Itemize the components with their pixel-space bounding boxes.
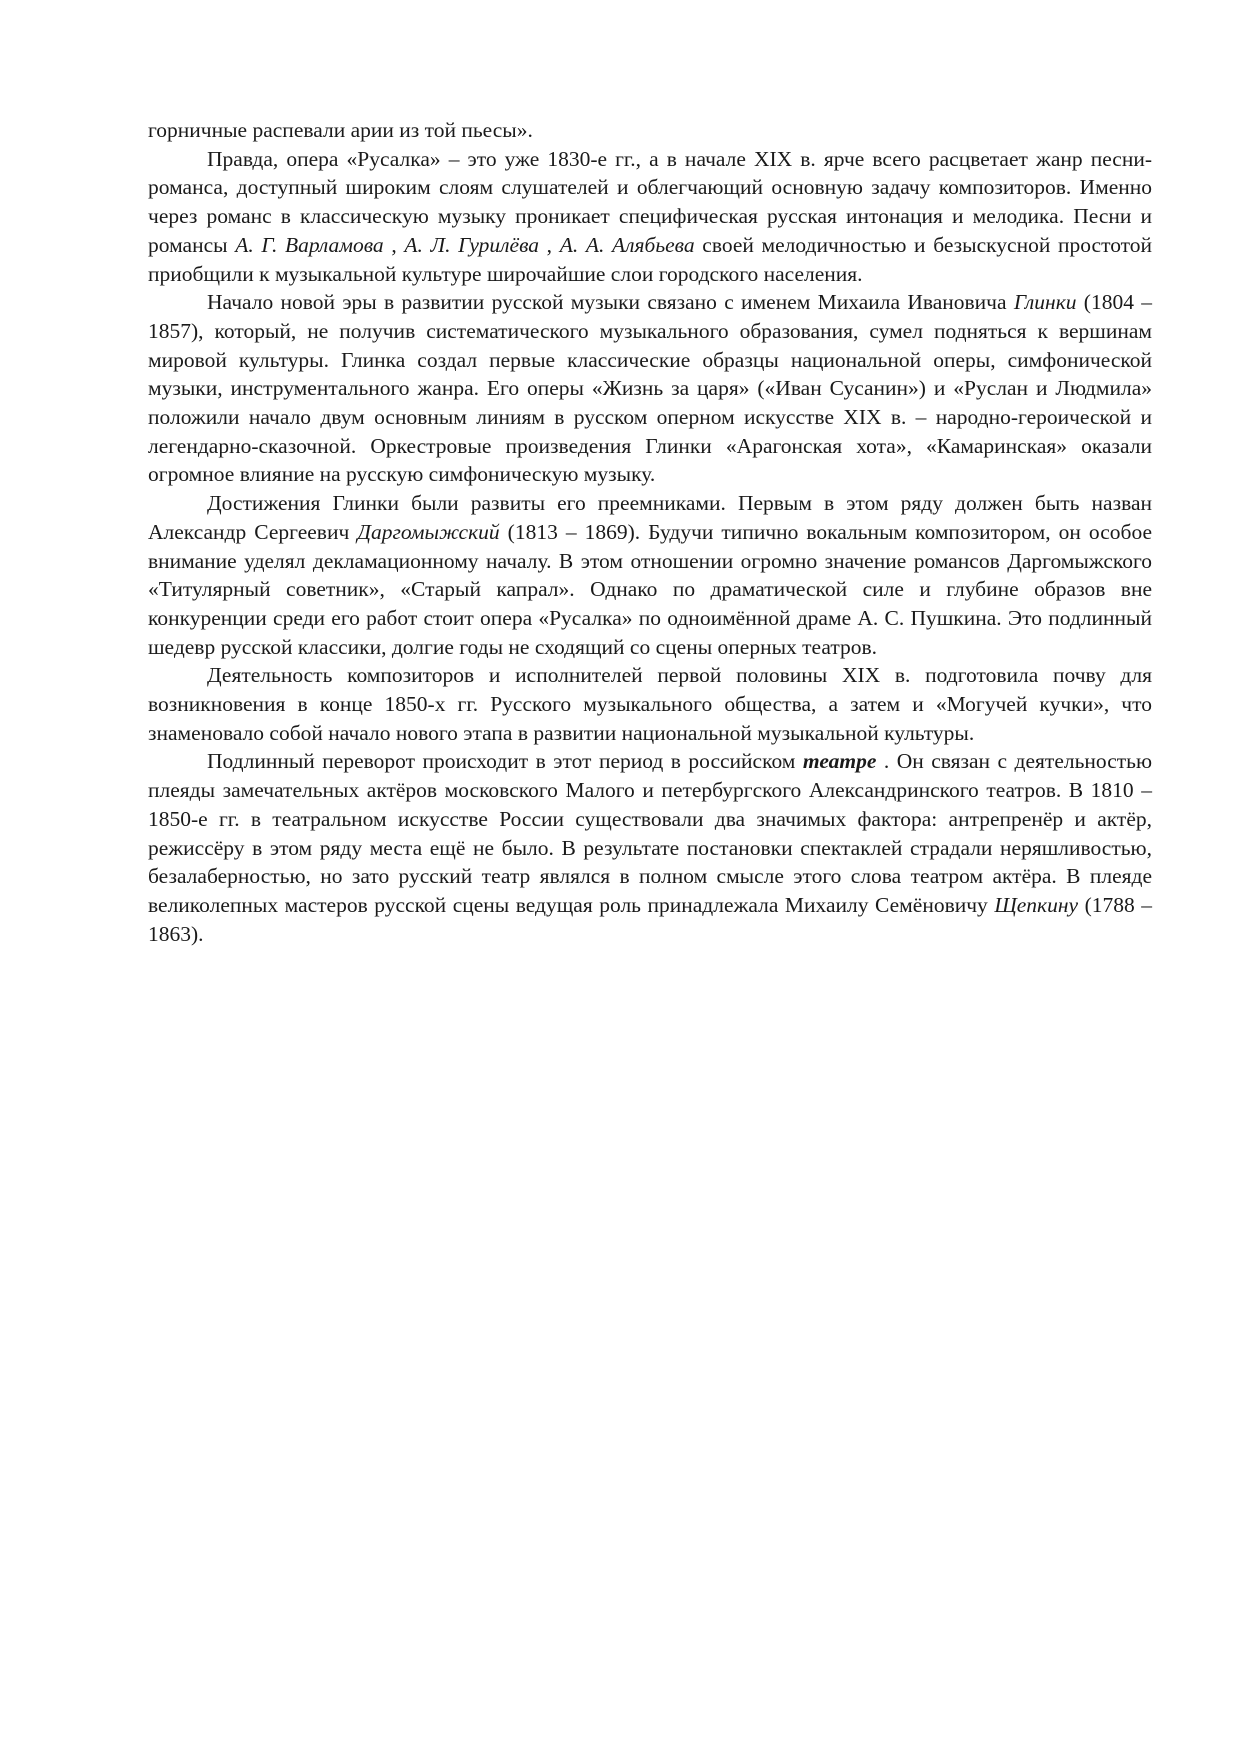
- composer-name-glinka: Глинки: [1013, 290, 1077, 315]
- paragraph-romance-genre: [148, 145, 1152, 289]
- text-segment: ,: [383, 232, 405, 257]
- text-segment: Правда, опера «Русалка» – это уже 1830-е гг., а в начале XIX в. ярче всего расцветает жанр песни-романса, доступный широким слоям слушателей и облегчающий основную задачу композиторов. Именно через романс в классическую музыку проникает специфическая русская интонация и мелодика. Песни и романсы: [148, 146, 1152, 257]
- paragraph-dargomyzhsky: [148, 489, 1152, 661]
- text-segment: . Он связан с деятельностью плеяды замечательных актёров московского Малого и петербургского Александринского театров. В 1810 – 1850-е гг. в театральном искусстве России существовали два значимых фактора: антрепренёр и актёр, режиссёру в этом ряду места ещё не было. В результате постановки спектаклей страдали неряшливостью, безалаберностью, но зато русский театр являлся в полном смысле этого слова театром актёра. В плеяде великолепных мастеров русской сцены ведущая роль принадлежала Михаилу Семёновичу: [148, 749, 1153, 917]
- term-theatre: театре: [802, 749, 877, 774]
- text-segment: горничные распевали арии из той пьесы».: [148, 118, 533, 142]
- text-segment: своей мелодичностью и безыскусной простотой приобщили к музыкальной культуре широчайшие слои городского населения.: [148, 232, 1153, 286]
- text-segment: (1788 – 1863).: [148, 892, 1152, 946]
- text-segment: Деятельность композиторов и исполнителей первой половины XIX в. подготовила почву для возникновения в конце 1850-х гг. Русского музыкального общества, а затем и «Могучей кучки», что знаменовало собой начало нового этапа в развитии национальной музыкальной культуры.: [148, 663, 1152, 745]
- text-segment: Начало новой эры в развитии русской музыки связано с именем Михаила Ивановича: [207, 290, 1014, 315]
- document-page: [148, 116, 1152, 948]
- text-segment: ,: [539, 232, 560, 257]
- actor-name-shchepkin: Щепкину: [994, 892, 1079, 917]
- paragraph-musical-society: [148, 661, 1152, 747]
- paragraph-opening-fragment: [148, 116, 1152, 145]
- text-segment: (1813 – 1869). Будучи типично вокальным композитором, он особое внимание уделял декламационному началу. В этом отношении огромно значение романсов Даргомыжского «Титулярный советник», «Старый капрал». Однако по драматической силе и глубине образов вне конкуренции среди его работ стоит опера «Русалка» по одноимённой драме А. С. Пушкина. Это подлинный шедевр русской классики, долгие годы не сходящий со сцены оперных театров.: [148, 519, 1152, 659]
- text-segment: Подлинный переворот происходит в этот период в российском: [207, 749, 803, 774]
- composer-name-dargomyzhsky: Даргомыжский: [357, 519, 500, 544]
- paragraph-glinka: [148, 288, 1152, 489]
- paragraph-theatre: [148, 747, 1152, 948]
- text-segment: Достижения Глинки были развиты его преемниками. Первым в этом ряду должен быть назван Александр Сергеевич: [148, 491, 1152, 544]
- composer-name-gurilev: А. Л. Гурилёва: [404, 232, 540, 257]
- text-segment: (1804 – 1857), который, не получив систематического музыкального образования, сумел подняться к вершинам мировой культуры. Глинка создал первые классические образцы национальной оперы, симфонической музыки, инструментального жанра. Его оперы «Жизнь за царя» («Иван Сусанин») и «Руслан и Людмила» положили начало двум основным линиям в русском оперном искусстве XIX в. – народно-героической и легендарно-сказочной. Оркестровые произведения Глинки «Арагонская хота», «Камаринская» оказали огромное влияние на русскую симфоническую музыку.: [148, 290, 1152, 487]
- composer-name-alyabyev: А. А. Алябьева: [559, 232, 695, 257]
- composer-name-varlamov: А. Г. Варламова: [235, 232, 384, 257]
